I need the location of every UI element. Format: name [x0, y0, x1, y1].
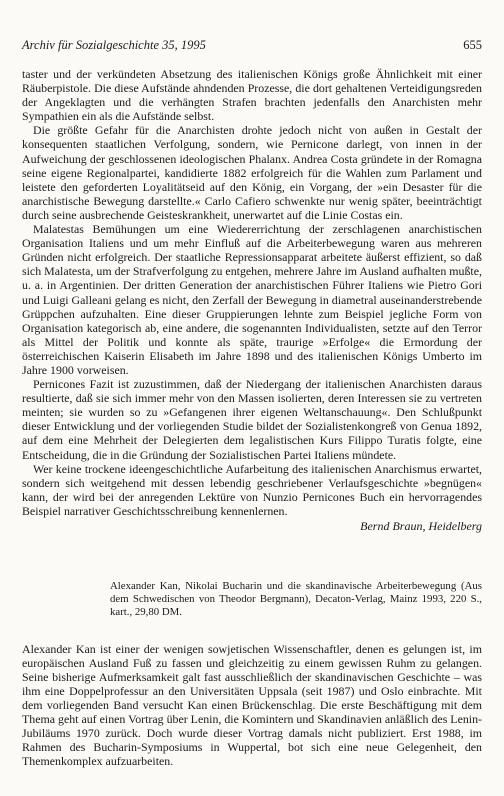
page-number: 655: [463, 38, 482, 52]
paragraph: taster und der verkündeten Absetzung des italienischen Königs große Ähnlichkeit mit einer Räuberpistole. Die diese Aufstände ahndenden Prozesse, die dort gehaltenen Verteidigungsreden der Angeklagten und die verhängten Strafen brachten jedenfalls den Anarchisten mehr Sympathien ein als die Aufstände selbst.: [22, 67, 482, 124]
paragraph: Pernicones Fazit ist zuzustimmen, daß der Niedergang der italienischen Anarchisten daraus resultierte, daß sie sich immer mehr von den Massen isolierten, deren Interessen sie zu vertreten meinten; sie wurden so zu »Gefangenen ihrer eigenen Weltanschauung«. Den Schlußpunkt dieser Entwicklung und der vorliegenden Studie bildet der Sozialistenkongreß von Genua 1892, auf dem eine Mehrheit der Delegierten dem legalistischen Kurs Filippo Turatis folgte, eine Entscheidung, die in die Gründung der Sozialistischen Partei Italiens mündete.: [22, 377, 482, 462]
paragraph: Die größte Gefahr für die Anarchisten drohte jedoch nicht von außen in Gestalt der konsequenten staatlichen Verfolgung, sondern, wie Pernicone darlegt, von innen in der Aufweichung der geschlossenen ideologischen Phalanx. Andrea Costa gründete in der Romagna seine eigene Regionalpartei, kandidierte 1882 erfolgreich für die Wahlen zum Parlament und leistete den geforderten Loyalitätseid auf den König, ein Vorgang, der »ein Desaster für die anarchistische Bewegung darstellte.« Carlo Cafiero schwenkte nur wenig später, beeinträchtigt durch seine ausbrechende Geisteskrankheit, unerwartet auf die Linie Costas ein.: [22, 123, 482, 222]
paragraph: Alexander Kan ist einer der wenigen sowjetischen Wissenschaftler, denen es gelungen ist, im europäischen Ausland Fuß zu fassen und gleichzeitig zu einem gewissen Ruhm zu gelangen. Seine bisherige Aufmerksamkeit galt fast ausschließlich der skandinavischen Geschichte – was ihm eine Doppelprofessur an den Universitäten Uppsala (seit 1987) und Oslo einbrachte. Mit dem vorliegenden Band versucht Kan einen Brückenschlag. Die erste Beschäftigung mit dem Thema geht auf einen Vortrag über Lenin, die Komintern und Skandinavien anläßlich des Lenin-Jubiläums 1970 zurück. Doch wurde dieser Vortrag damals nicht publiziert. Erst 1988, im Rahmen des Bucharin-Symposiums in Wuppertal, bot sich eine neue Gelegenheit, den Themenkomplex aufzuarbeiten.: [22, 641, 482, 769]
author-signature: Bernd Braun, Heidelberg: [360, 519, 482, 533]
running-header: [22, 38, 482, 53]
review-body: [22, 642, 482, 769]
paragraph: Malatestas Bemühungen um eine Wiedererrichtung der zerschlagenen anarchistischen Organisation Italiens und um mehr Einfluß auf die Arbeiterbewegung waren aus mehreren Gründen nicht erfolgreich. Der staatliche Repressionsapparat arbeitete äußerst effizient, so daß sich Malatesta, um der Strafverfolgung zu entgehen, mehrere Jahre im Ausland aufhalten mußte, u. a. in Argentinien. Der dritten Generation der anarchistischen Führer Italiens wie Pietro Gori und Luigi Galleani gelang es nicht, den Zerfall der Bewegung in diametral auseinanderstrebende Grüppchen aufzuhalten. Eine dieser Gruppierungen lehnte zum Beispiel jegliche Form von Organisation kategorisch ab, eine andere, die sogenannten Individualisten, setzte auf den Terror als Mittel der Politik und konnte als späte, traurige »Erfolge« die Ermordung der österreichischen Kaiserin Elisabeth im Jahre 1898 und des italienischen Königs Umberto im Jahre 1900 vorweisen.: [22, 222, 482, 377]
article-body: [22, 67, 482, 518]
paragraph: Wer keine trockene ideengeschichtliche Aufarbeitung des italienischen Anarchismus erwartet, sondern sich weitgehend mit dessen lebendig geschriebener Verlaufsgeschichte »begnügen« kann, der wird bei der anregenden Lektüre von Nunzio Pernicones Buch ein hervorragendes Beispiel narrativer Geschichtsschreibung kennenlernen.: [22, 461, 482, 518]
journal-title: Archiv für Sozialgeschichte 35, 1995: [22, 38, 206, 52]
book-citation: Alexander Kan, Nikolai Bucharin und die skandinavische Arbeiterbewegung (Aus dem Schwedischen von Theodor Bergmann), Decaton-Verlag, Mainz 1993, 220 S., kart., 29,80 DM.: [110, 580, 482, 619]
